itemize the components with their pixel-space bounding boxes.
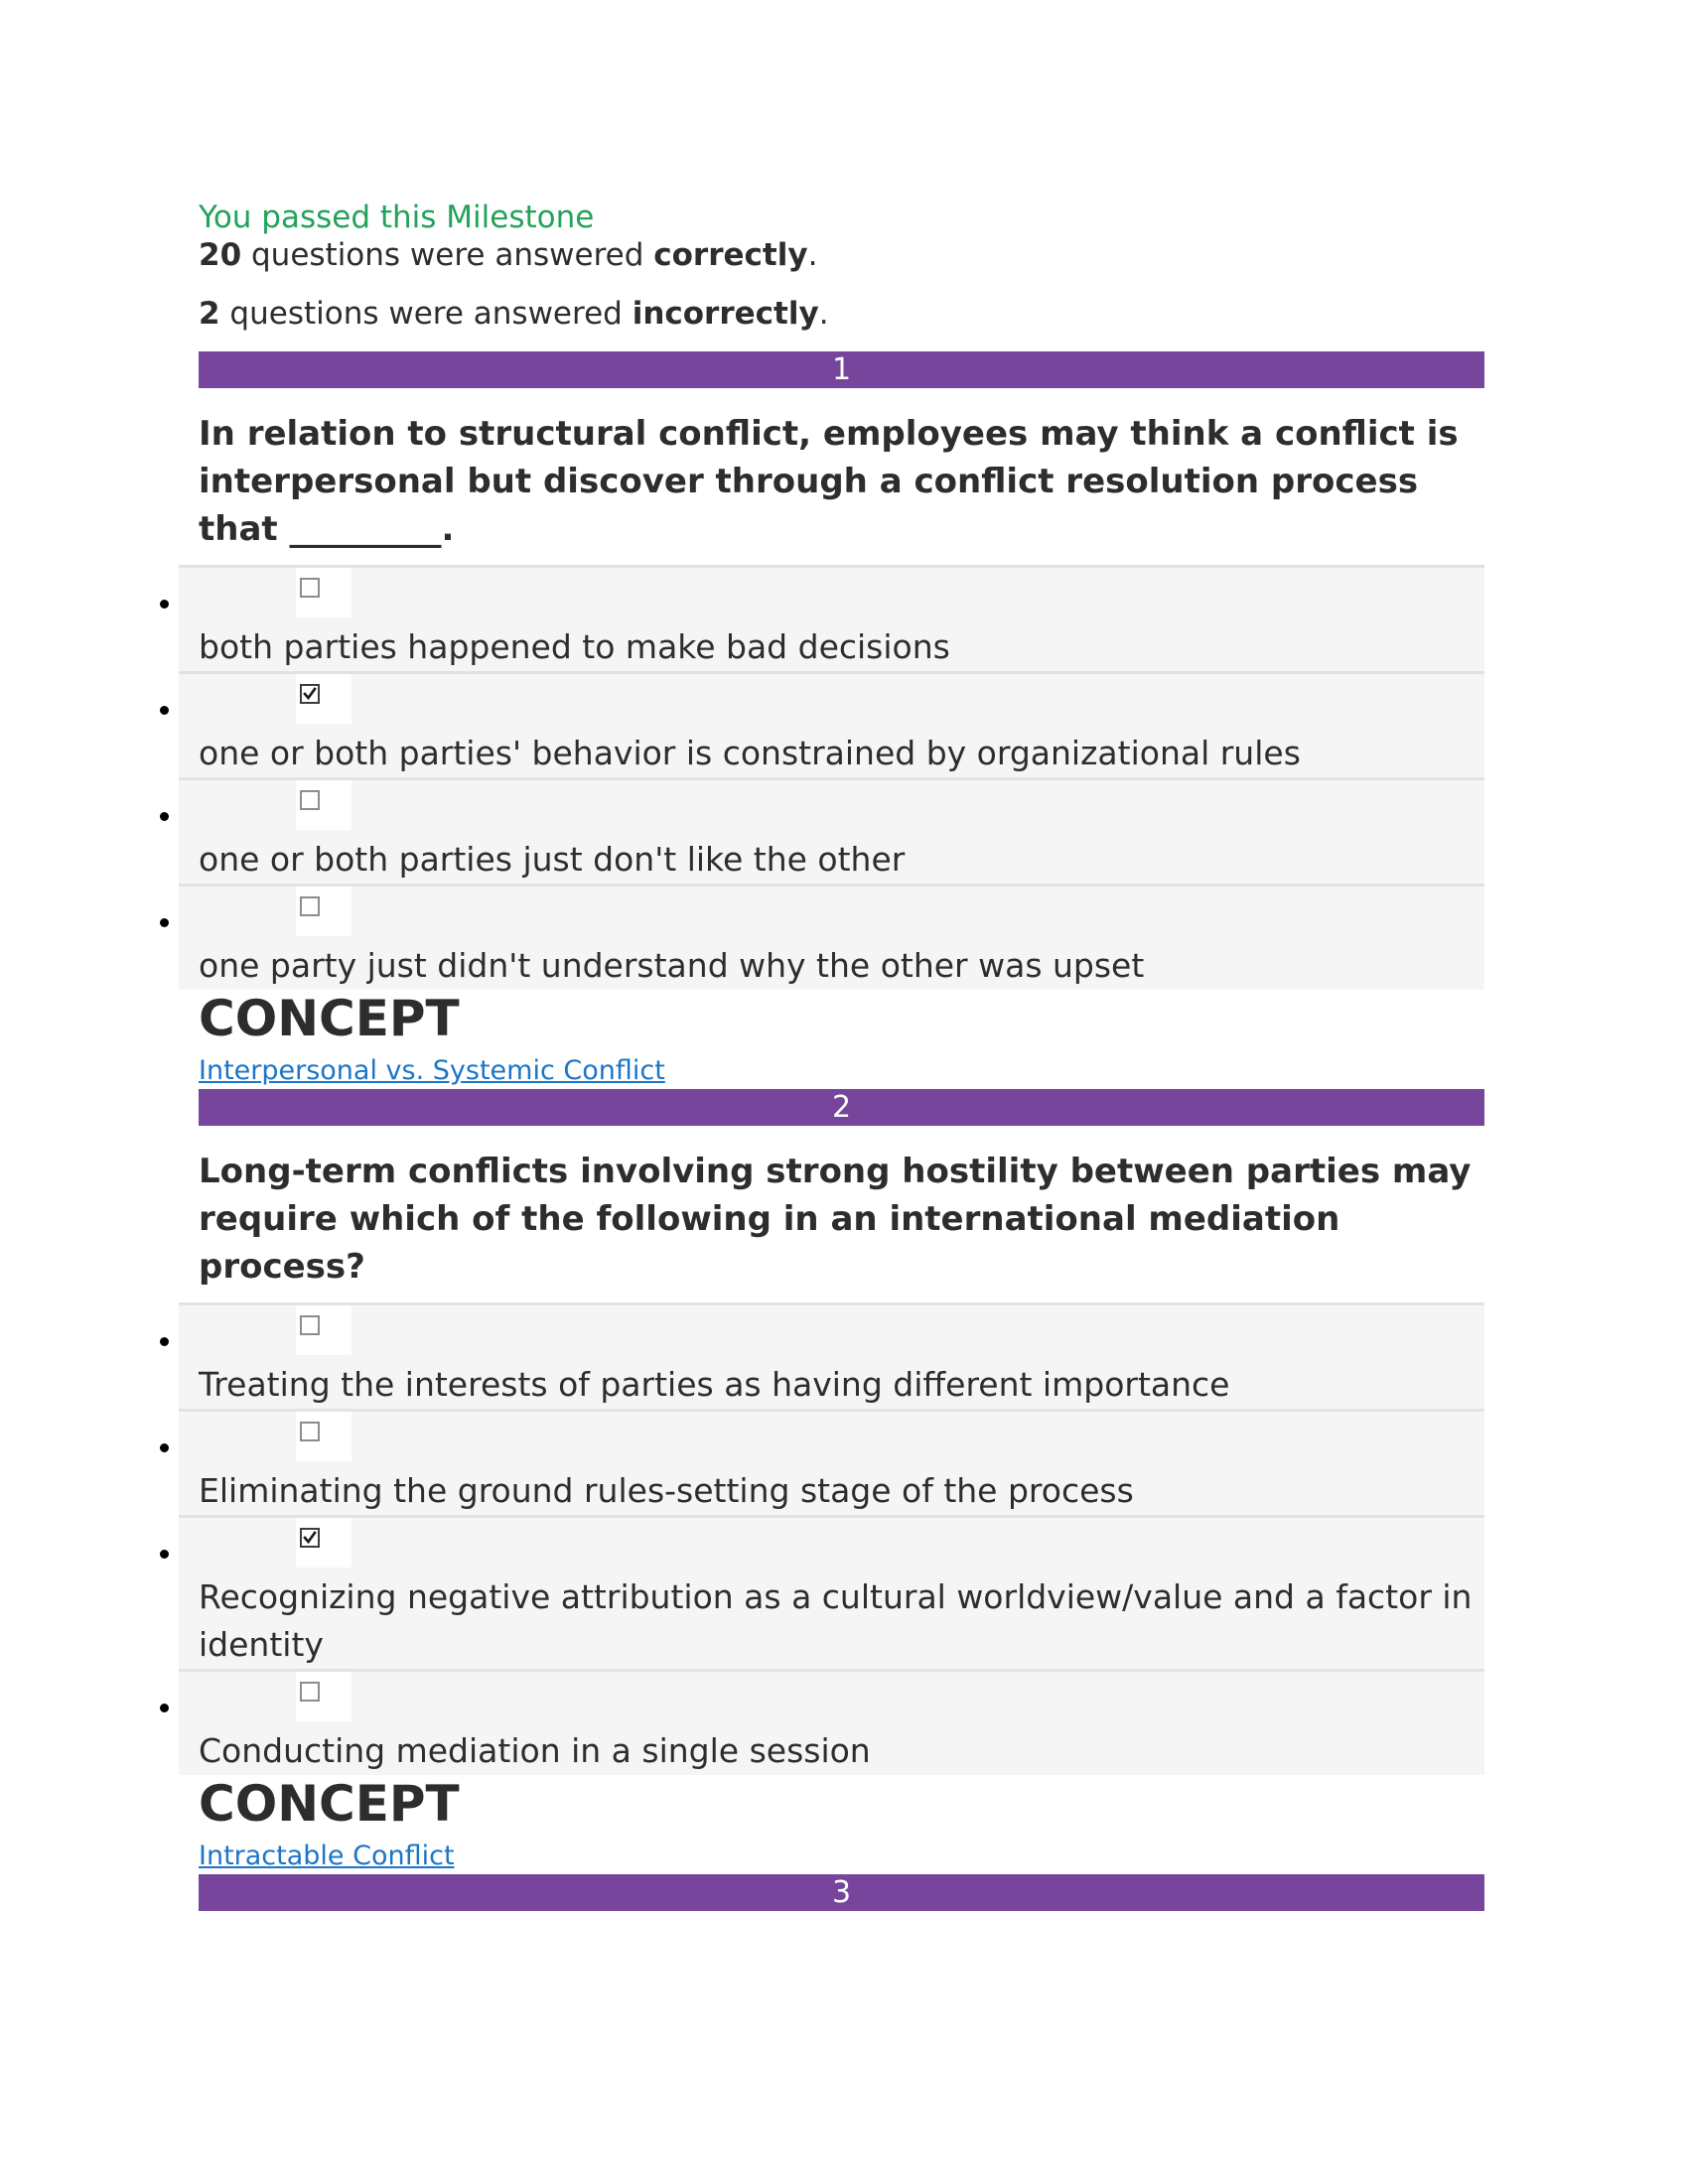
checkbox-container [296, 1305, 352, 1355]
correct-summary-text: questions were answered [241, 237, 654, 273]
bullet-icon [160, 1550, 169, 1559]
question-text: In relation to structural conflict, employees may think a conflict is interpersonal but discover through a conflict resolution process that _________. [199, 414, 1459, 549]
checkbox[interactable] [300, 1422, 320, 1441]
correct-count: 20 [199, 237, 242, 273]
bullet-icon [160, 1443, 169, 1452]
checkbox[interactable] [300, 684, 320, 704]
bullet-icon [160, 706, 169, 715]
answer-option-text: both parties happened to make bad decisions [199, 627, 950, 666]
answer-option[interactable] [179, 1409, 1484, 1515]
checkbox[interactable] [300, 896, 320, 916]
milestone-results [199, 199, 1484, 1911]
summary-period: . [807, 237, 818, 273]
answer-option[interactable] [179, 671, 1484, 777]
correct-word: correctly [653, 237, 808, 273]
answer-option-text: one or both parties' behavior is constrained by organizational rules [199, 734, 1301, 772]
checkbox-container [296, 674, 352, 724]
checkbox-container [296, 887, 352, 936]
answer-option[interactable] [179, 884, 1484, 990]
milestone-status: You passed this Milestone [199, 200, 595, 235]
answer-option-text: one party just didn't understand why the other was upset [199, 946, 1145, 985]
answer-option-text: Conducting mediation in a single session [199, 1731, 871, 1770]
concept-link[interactable]: Intractable Conflict [199, 1841, 455, 1871]
incorrect-summary-text: questions were answered [219, 296, 633, 332]
incorrect-word: incorrectly [632, 296, 819, 332]
answer-option-text: Recognizing negative attribution as a cultural worldview/value and a factor in identity [199, 1577, 1473, 1664]
checkbox-container [296, 568, 352, 617]
checkbox[interactable] [300, 1682, 320, 1702]
answer-options [179, 565, 1484, 990]
checkmark-icon [303, 1531, 317, 1545]
checkmark-icon [303, 687, 317, 701]
checkbox[interactable] [300, 1528, 320, 1548]
question-number-bar: 1 [199, 351, 1484, 388]
checkbox[interactable] [300, 790, 320, 810]
summary-period: . [818, 296, 829, 332]
checkbox-container [296, 780, 352, 830]
checkbox[interactable] [300, 1315, 320, 1335]
incorrect-summary [199, 295, 1484, 333]
answer-option[interactable] [179, 1669, 1484, 1775]
bullet-icon [160, 600, 169, 609]
checkbox-container [296, 1412, 352, 1461]
bullet-icon [160, 1337, 169, 1346]
bullet-icon [160, 918, 169, 927]
checkbox[interactable] [300, 578, 320, 598]
concept-link[interactable]: Interpersonal vs. Systemic Conflict [199, 1055, 665, 1086]
answer-option[interactable] [179, 1515, 1484, 1669]
answer-option-text: Treating the interests of parties as having different importance [199, 1365, 1230, 1404]
question-number-bar: 3 [199, 1874, 1484, 1911]
concept-heading: CONCEPT [199, 1775, 460, 1833]
answer-option-text: one or both parties just don't like the other [199, 840, 906, 879]
answer-option-text: Eliminating the ground rules-setting stage of the process [199, 1471, 1134, 1510]
bullet-icon [160, 812, 169, 821]
answer-option[interactable] [179, 1302, 1484, 1409]
question-number-bar: 2 [199, 1089, 1484, 1126]
answer-options [179, 1302, 1484, 1775]
bullet-icon [160, 1704, 169, 1712]
question-text: Long-term conflicts involving strong hostility between parties may require which of the following in an international mediation process? [199, 1152, 1472, 1287]
answer-option[interactable] [179, 565, 1484, 671]
correct-summary [199, 236, 1484, 274]
checkbox-container [296, 1518, 352, 1568]
checkbox-container [296, 1672, 352, 1721]
concept-heading: CONCEPT [199, 990, 460, 1047]
answer-option[interactable] [179, 777, 1484, 884]
incorrect-count: 2 [199, 296, 220, 332]
